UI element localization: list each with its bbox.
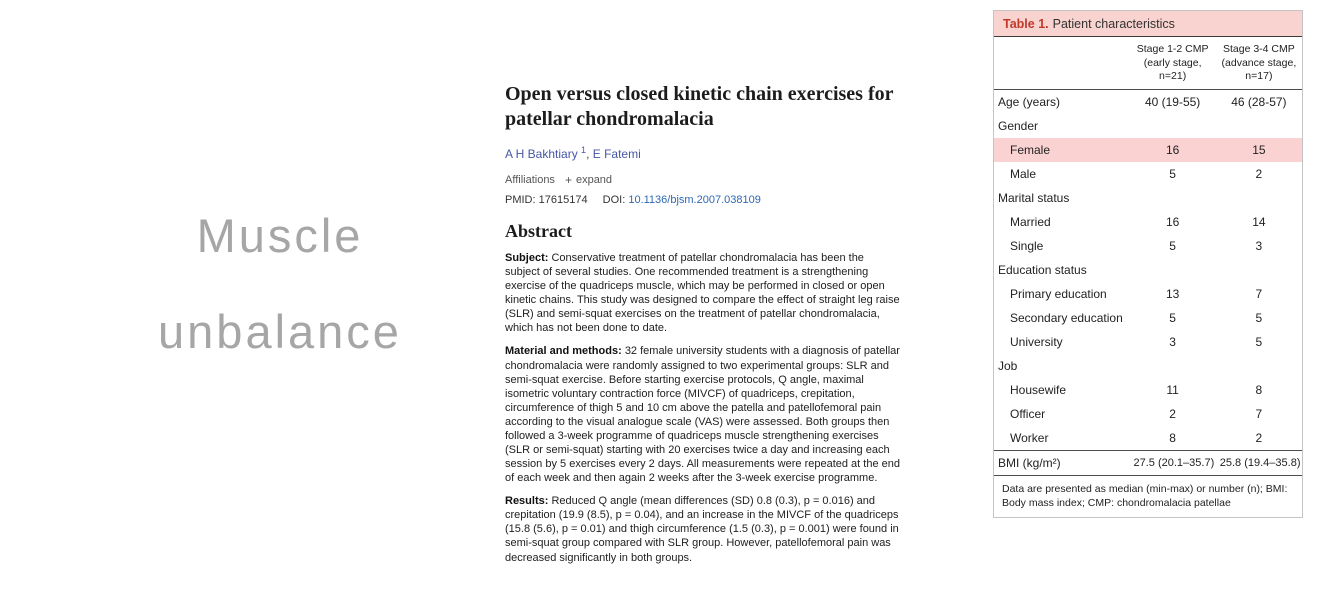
row-value: 25.8 (19.4–35.8) [1216,450,1302,475]
table-row [994,162,1302,186]
table-body [994,89,1302,475]
table-row [994,306,1302,330]
row-value: 2 [1169,406,1176,421]
table-row [994,234,1302,258]
table-header [994,37,1302,89]
row-value: 27.5 (20.1–35.7) [1130,450,1216,475]
table-row [994,402,1302,426]
pmid-label: PMID: [505,194,536,206]
pmid-value: 17615174 [538,194,588,206]
row-value: 3 [1169,334,1176,349]
watermark-text [95,188,465,381]
column-header-advance-stage: Stage 3-4 CMP (advance stage, n=17) [1216,37,1302,89]
section-label: Material and methods: [505,345,622,358]
abstract-paragraph-methods [505,344,901,485]
patient-characteristics-table [993,10,1303,518]
row-value: 8 [1169,430,1176,445]
table-caption [994,11,1302,37]
row-label: Single [1010,238,1044,253]
table-row [994,450,1302,475]
row-value: 5 [1169,310,1176,325]
author-affiliation-sup: 1 [581,145,587,155]
table-row [994,138,1302,162]
table-row [994,89,1302,114]
row-label: BMI (kg/m²) [994,450,1130,475]
article-title: Open versus closed kinetic chain exercises for patellar chondromalacia [505,83,894,130]
row-value: 16 [1165,142,1180,157]
row-value: 3 [1255,238,1263,253]
table-row [994,354,1302,378]
category-label: Job [998,358,1018,373]
doi-label: DOI: [602,194,626,206]
author-list [505,145,901,161]
plus-icon: + [564,173,572,187]
row-label: Married [1010,214,1051,229]
row-label: Female [1010,142,1051,157]
author-separator: , [586,147,593,161]
row-value: 11 [1166,382,1179,397]
expand-affiliations-button[interactable] [565,173,612,187]
table-row [994,186,1302,210]
row-label: Primary education [1010,286,1107,301]
row-value: 2 [1255,430,1263,445]
table-row [994,282,1302,306]
table-row [994,426,1302,451]
section-text: Conservative treatment of patellar chondromalacia has been the subject of several studies. One recommended treatment is a strengthening exercise of the quadriceps muscle, which may be performed in closed or open kinetic chains. This study was designed to compare the effect of straight leg raise (SLR) and semi-squat exercises on the treatment of patellar chondromalacia, which has not been done to date. [505,252,900,335]
expand-label: expand [575,174,613,186]
column-header-early-stage: Stage 1-2 CMP (early stage, n=21) [1130,37,1216,89]
row-value: 5 [1169,238,1176,253]
section-label: Subject: [505,252,549,264]
row-label: Officer [1010,406,1046,421]
row-label: University [1010,334,1063,349]
row-value: 15 [1252,142,1266,157]
row-value: 7 [1255,286,1263,301]
row-value: 5 [1255,334,1263,349]
table-row [994,210,1302,234]
row-label: Secondary education [1010,310,1123,325]
table-row [994,330,1302,354]
row-value: 5 [1255,310,1263,325]
row-value: 7 [1255,406,1263,421]
row-label: Housewife [1010,382,1067,397]
table-caption-title: Patient characteristics [1052,17,1175,31]
row-value: 5 [1169,166,1176,181]
table-row [994,258,1302,282]
row-value: 40 (19-55) [1144,94,1201,109]
category-label: Gender [998,118,1039,133]
table-row [994,114,1302,138]
author-link-2[interactable]: E Fatemi [592,147,641,161]
category-label: Education status [998,262,1087,277]
watermark-line2: unbalance [158,305,402,359]
row-label: Male [1010,166,1037,181]
row-label: Worker [1010,430,1049,445]
row-value: 14 [1252,214,1266,229]
row-value: 13 [1165,286,1180,301]
watermark-line1: Muscle [196,209,364,262]
empty-header-cell [994,37,1130,89]
author-link-1[interactable] [505,147,586,161]
table-footnote: Data are presented as median (min-max) or number (n); BMI: Body mass index; CMP: chondromalacia patellae [994,475,1302,517]
article-abstract [505,82,901,574]
table-header-row [994,37,1302,89]
section-text: 32 female university students with a diagnosis of patellar chondromalacia were randomly assigned to two experimental groups: SLR and semi-squat exercise. Before starting exercise protocols, Q angle, maximal isometric voluntary contraction force (MIVCF) of quadriceps, crepitation, circumference of thigh 5 and 10 cm above the patella and patellofemoral pain according to the visual analogue scale (VAS) were assessed. Both groups then followed a 3-week programme of quadriceps muscle strengthening exercises (SLR or semi-squat) starting with 20 exercises twice a day and increasing each session by 5 exercises every 2 days. All measurements were repeated at the end of each week and then again 2 weeks after the 3-week exercise programme. [505,345,900,485]
section-label: Results: [505,495,549,508]
affiliations-row [505,173,901,187]
author-name: A H Bakhtiary [505,147,578,161]
data-table [994,37,1302,475]
table-row [994,378,1302,402]
article-ids-row [505,194,901,206]
affiliations-label: Affiliations [505,174,555,186]
section-text: Reduced Q angle (mean differences (SD) 0.8 (0.3), p = 0.016) and crepitation (19.9 (8.5), p = 0.04), and an increase in the MIVCF of the quadriceps (15.8 (5.6), p = 0.01) and thigh circumference (1.5 (0.3), p = 0.001) were found in semi-squat group compared with SLR group. However, patellofemoral pain was decreased significantly in both groups. [505,495,899,564]
abstract-paragraph-subject [505,251,901,335]
category-label: Marital status [998,190,1070,205]
table-caption-number: Table 1. [1003,17,1049,31]
row-label: Age (years) [998,94,1061,109]
row-value: 2 [1255,166,1263,181]
abstract-heading: Abstract [505,221,572,241]
doi-link[interactable]: 10.1136/bjsm.2007.038109 [628,194,761,206]
row-value: 46 (28-57) [1231,94,1287,109]
row-value: 16 [1165,214,1180,229]
abstract-paragraph-results [505,494,901,564]
row-value: 8 [1255,382,1263,397]
